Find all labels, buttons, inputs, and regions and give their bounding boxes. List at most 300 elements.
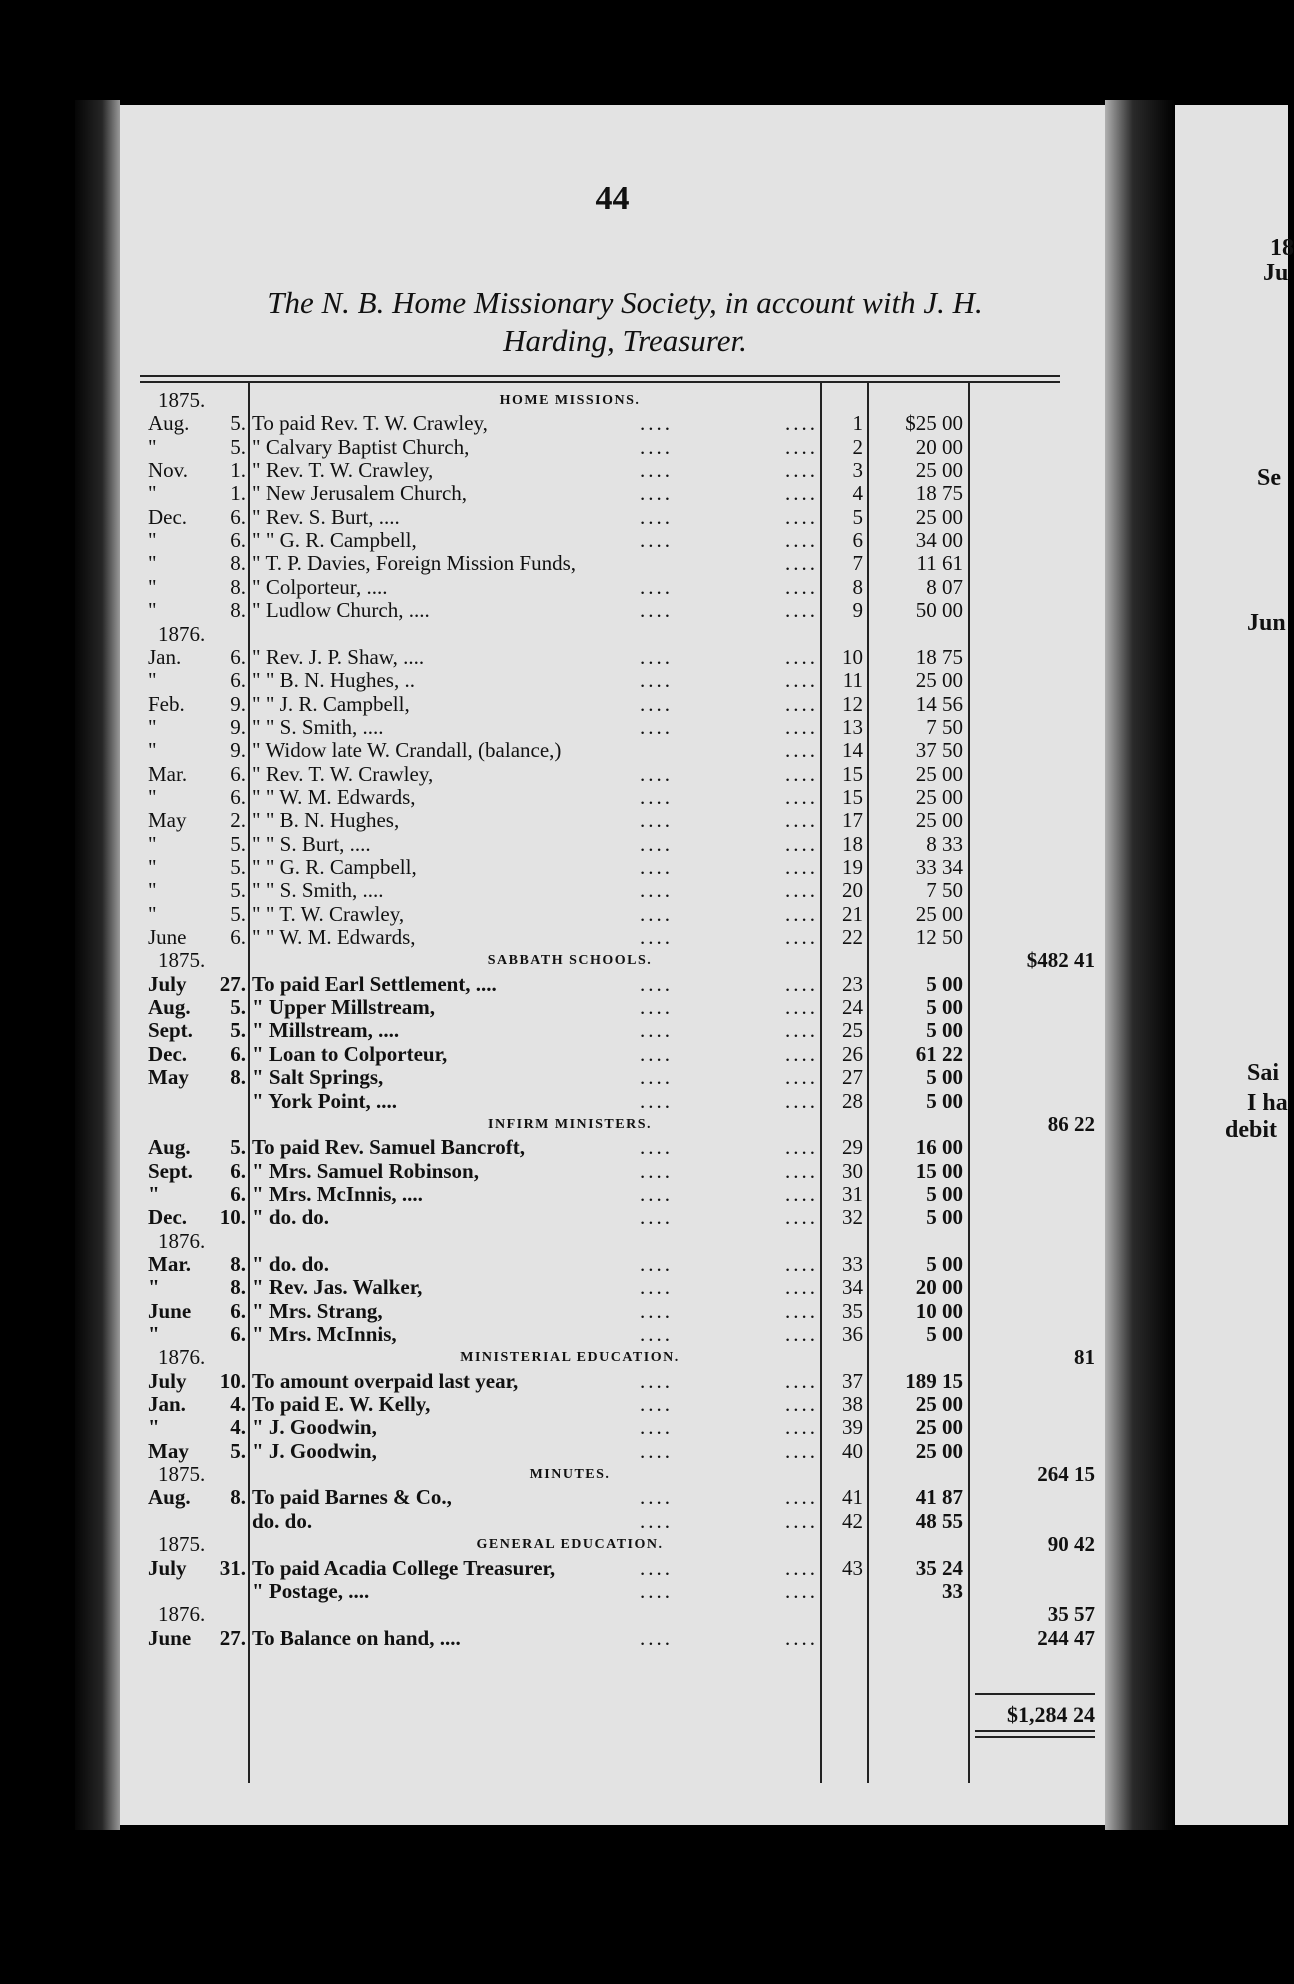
row-amount: 41 87 [915, 1485, 963, 1510]
ledger-row [120, 436, 1105, 459]
row-amount: 20 00 [915, 434, 963, 459]
row-leader: .... [640, 1158, 673, 1183]
row-leader: .... [785, 644, 818, 669]
row-description: " Calvary Baptist Church, [252, 434, 470, 459]
row-description: " do. do. [252, 1205, 330, 1230]
ledger-title: The N. B. Home Missionary Society, in account with J. H. [267, 285, 983, 320]
row-year: 1876. [158, 1602, 206, 1627]
row-leader: .... [785, 1135, 818, 1160]
row-month: June [148, 1298, 192, 1323]
row-number: 12 [842, 691, 863, 716]
row-month: Feb. [148, 691, 185, 716]
row-number: 6 [852, 528, 863, 553]
row-description: " " S. Smith, .... [252, 878, 384, 903]
row-leader: .... [785, 1088, 818, 1113]
row-month: Sept. [148, 1158, 193, 1183]
row-description: " " J. R. Campbell, [252, 691, 410, 716]
row-number: 15 [842, 761, 863, 786]
row-day: 6. [230, 644, 246, 669]
row-amount: 7 50 [926, 878, 963, 903]
row-number: 17 [842, 808, 863, 833]
book-spine [75, 100, 120, 1830]
row-leader: .... [640, 925, 673, 950]
row-amount: 50 00 [915, 598, 963, 623]
row-month: " [148, 714, 157, 739]
row-number: 19 [842, 855, 863, 879]
section-total: 90 42 [1047, 1532, 1095, 1557]
row-amount: 35 24 [915, 1555, 963, 1580]
row-day: 9. [230, 714, 246, 739]
row-description: " " W. M. Edwards, [252, 925, 416, 950]
row-description: " Loan to Colporteur, [252, 1041, 448, 1066]
row-leader: .... [785, 1485, 818, 1510]
row-leader: .... [785, 1018, 818, 1043]
row-number: 32 [842, 1205, 863, 1230]
row-number: 29 [842, 1135, 863, 1160]
page-gutter [1105, 100, 1175, 1830]
row-month: " [148, 574, 157, 599]
row-day: 5. [230, 1018, 246, 1043]
row-leader: .... [640, 504, 673, 529]
row-month: Jan. [148, 1392, 186, 1417]
row-description: do. do. [252, 1508, 313, 1533]
row-leader: .... [640, 691, 673, 716]
ledger-row [120, 1276, 1105, 1299]
row-month: " [148, 831, 157, 856]
row-amount: 25 00 [915, 1415, 963, 1440]
row-number: 20 [842, 878, 863, 903]
row-description: To amount overpaid last year, [252, 1368, 519, 1393]
row-amount: 189 15 [905, 1368, 963, 1393]
row-amount: 48 55 [915, 1508, 963, 1533]
ledger-row [120, 996, 1105, 1019]
row-leader: .... [785, 1508, 818, 1533]
row-description: " Colporteur, .... [252, 574, 388, 599]
ledger-row [120, 623, 1105, 646]
row-month: July [148, 1368, 187, 1393]
section-total: 264 15 [1037, 1462, 1095, 1487]
row-leader: .... [785, 1555, 818, 1580]
ledger-row [120, 576, 1105, 599]
row-number: 34 [842, 1275, 863, 1300]
row-day: 27. [219, 1625, 246, 1650]
row-number: 2 [852, 434, 863, 459]
ledger-row [120, 599, 1105, 622]
row-day: 6. [230, 925, 246, 950]
row-month: May [148, 1065, 189, 1090]
row-day: 2. [230, 808, 246, 833]
ledger-row [120, 1066, 1105, 1089]
row-year: 1875. [158, 948, 206, 973]
row-leader: .... [640, 1368, 673, 1393]
ledger-row [120, 529, 1105, 552]
row-number: 30 [842, 1158, 863, 1183]
row-number: 23 [842, 971, 863, 996]
row-description: " Mrs. Samuel Robinson, [252, 1158, 479, 1183]
ledger-row [120, 1533, 1105, 1556]
ledger-row [120, 693, 1105, 716]
ledger-row [120, 1019, 1105, 1042]
row-day: 6. [230, 668, 246, 693]
row-month: Dec. [148, 1041, 188, 1066]
row-leader: .... [785, 691, 818, 716]
row-day: 10. [219, 1368, 246, 1393]
row-month: " [148, 1415, 160, 1440]
row-number: 15 [842, 784, 863, 809]
row-day: 5. [230, 901, 246, 926]
row-number: 21 [842, 901, 863, 926]
row-amount: 15 00 [915, 1158, 963, 1183]
row-amount: 7 50 [926, 714, 963, 739]
row-month: " [148, 598, 157, 623]
row-number: 40 [842, 1438, 863, 1463]
row-leader: .... [785, 434, 818, 459]
row-month: " [148, 668, 157, 693]
row-day: 6. [230, 1322, 246, 1346]
row-number: 14 [842, 738, 863, 763]
row-leader: .... [640, 668, 673, 693]
row-month: Jan. [148, 644, 182, 669]
ledger-page [120, 105, 1105, 1825]
row-description: To Balance on hand, .... [252, 1625, 461, 1650]
row-description: " " G. R. Campbell, [252, 855, 417, 879]
row-day: 4. [230, 1415, 246, 1440]
ledger-row [120, 482, 1105, 505]
row-description: To paid Rev. Samuel Bancroft, [252, 1135, 526, 1160]
row-leader: .... [640, 1322, 673, 1346]
row-description: " Widow late W. Crandall, (balance,) [252, 738, 562, 763]
row-description: " Rev. J. P. Shaw, .... [252, 644, 425, 669]
row-leader: .... [785, 1181, 818, 1206]
row-description: " Mrs. McInnis, .... [252, 1181, 423, 1206]
row-amount: 8 07 [926, 574, 963, 599]
row-leader: .... [640, 598, 673, 623]
row-leader: .... [640, 995, 673, 1020]
row-day: 5. [230, 411, 246, 436]
row-amount: 25 00 [915, 761, 963, 786]
row-leader: .... [640, 714, 673, 739]
ledger-title-cont: Harding, Treasurer. [503, 323, 747, 358]
row-leader: .... [640, 1065, 673, 1090]
row-leader: .... [785, 784, 818, 809]
row-number: 7 [852, 551, 863, 576]
row-day: 5. [230, 434, 246, 459]
row-month: Dec. [148, 504, 188, 529]
ledger-row [120, 1043, 1105, 1066]
row-amount: $25 00 [905, 411, 963, 436]
top-rule [140, 375, 1060, 377]
row-description: " Upper Millstream, [252, 995, 435, 1020]
row-leader: .... [785, 1041, 818, 1066]
section-total: 35 57 [1047, 1602, 1095, 1627]
adjacent-text: 18 [1270, 235, 1294, 261]
ledger-row [120, 1463, 1105, 1486]
ledger-row [120, 1440, 1105, 1463]
row-number: 26 [842, 1041, 863, 1066]
row-leader: .... [785, 878, 818, 903]
row-description: " J. Goodwin, [252, 1438, 377, 1463]
section-total: 86 22 [1047, 1111, 1095, 1136]
row-leader: .... [785, 458, 818, 483]
row-month: " [148, 481, 157, 506]
row-day: 1. [230, 481, 246, 506]
row-day: 8. [230, 598, 246, 623]
row-amount: 11 61 [916, 551, 963, 576]
row-number: 18 [842, 831, 863, 856]
row-leader: .... [640, 784, 673, 809]
row-month: May [148, 1438, 189, 1463]
row-day: 6. [230, 1298, 246, 1323]
ledger-row [120, 1206, 1105, 1229]
row-number: 42 [842, 1508, 863, 1533]
row-year: 1875. [158, 1532, 206, 1557]
row-leader: .... [640, 1485, 673, 1510]
row-amount: 25 00 [915, 784, 963, 809]
ledger-row [120, 1323, 1105, 1346]
row-day: 8. [230, 574, 246, 599]
row-amount: 34 00 [915, 528, 963, 553]
row-amount: 25 00 [915, 458, 963, 483]
row-amount: 10 00 [915, 1298, 963, 1323]
row-month: " [148, 784, 157, 809]
row-number: 24 [842, 995, 863, 1020]
section-heading: MINISTERIAL EDUCATION. [460, 1350, 680, 1366]
row-month: July [148, 971, 187, 996]
row-leader: .... [640, 644, 673, 669]
row-number: 39 [842, 1415, 863, 1440]
row-description: " " B. N. Hughes, .. [252, 668, 415, 693]
row-day: 10. [219, 1205, 246, 1230]
row-amount: 25 00 [915, 901, 963, 926]
row-leader: .... [785, 1251, 818, 1276]
row-leader: .... [785, 504, 818, 529]
row-day: 5. [230, 1135, 246, 1160]
ledger-row [120, 763, 1105, 786]
row-leader: .... [785, 551, 818, 576]
row-amount: 18 75 [915, 481, 963, 506]
row-leader: .... [785, 1065, 818, 1090]
row-description: " Rev. T. W. Crawley, [252, 761, 434, 786]
adjacent-text: I ha [1247, 1090, 1288, 1116]
adjacent-text: Sai [1247, 1060, 1280, 1086]
row-description: " Salt Springs, [252, 1065, 384, 1090]
row-day: 5. [230, 1438, 246, 1463]
row-amount: 18 75 [915, 644, 963, 669]
row-month: " [148, 551, 157, 576]
double-rule-2 [975, 1736, 1095, 1738]
row-amount: 20 00 [915, 1275, 963, 1300]
row-day: 8. [230, 1251, 246, 1276]
row-leader: .... [640, 1018, 673, 1043]
row-leader: .... [785, 761, 818, 786]
row-number: 3 [852, 458, 863, 483]
row-day: 8. [230, 551, 246, 576]
row-leader: .... [640, 831, 673, 856]
section-total: 244 47 [1037, 1625, 1095, 1650]
ledger-row [120, 1510, 1105, 1533]
row-amount: 25 00 [915, 1438, 963, 1463]
ledger-row [120, 926, 1105, 949]
ledger-row [120, 1603, 1105, 1626]
top-rule-2 [140, 381, 1060, 383]
row-day: 5. [230, 878, 246, 903]
row-leader: .... [640, 1392, 673, 1417]
row-amount: 33 34 [915, 855, 963, 879]
ledger-row [120, 786, 1105, 809]
ledger-row [120, 552, 1105, 575]
ledger-row [120, 1370, 1105, 1393]
adjacent-text: debit [1225, 1117, 1278, 1143]
row-number: 36 [842, 1322, 863, 1346]
row-leader: .... [785, 738, 818, 763]
row-description: " Mrs. McInnis, [252, 1322, 397, 1346]
row-number: 13 [842, 714, 863, 739]
row-description: " New Jerusalem Church, [252, 481, 468, 506]
row-amount: 25 00 [915, 504, 963, 529]
row-day: 8. [230, 1065, 246, 1090]
ledger-row [120, 1486, 1105, 1509]
row-leader: .... [785, 1158, 818, 1183]
row-leader: .... [640, 1181, 673, 1206]
ledger-row [120, 856, 1105, 879]
row-year: 1876. [158, 1345, 206, 1370]
row-number: 1 [852, 411, 863, 436]
section-total: $482 41 [1026, 948, 1095, 973]
row-amount: 5 00 [926, 1181, 963, 1206]
ledger-row [120, 1627, 1105, 1650]
row-leader: .... [640, 481, 673, 506]
row-leader: .... [640, 1275, 673, 1300]
ledger-row [120, 1253, 1105, 1276]
row-leader: .... [640, 458, 673, 483]
row-amount: 5 00 [926, 1018, 963, 1043]
row-month: " [148, 855, 157, 879]
row-month: " [148, 878, 157, 903]
ledger-row [120, 1580, 1105, 1603]
row-day: 31. [219, 1555, 246, 1580]
row-number: 43 [842, 1555, 863, 1580]
row-month: Mar. [148, 1251, 191, 1276]
row-amount: 5 00 [926, 995, 963, 1020]
row-amount: 61 22 [915, 1041, 963, 1066]
row-leader: .... [785, 1415, 818, 1440]
ledger-row [120, 1393, 1105, 1416]
row-month: Dec. [148, 1205, 188, 1230]
row-leader: .... [785, 995, 818, 1020]
row-leader: .... [785, 971, 818, 996]
row-leader: .... [785, 1205, 818, 1230]
row-leader: .... [640, 1205, 673, 1230]
row-leader: .... [785, 808, 818, 833]
row-month: " [148, 1275, 160, 1300]
ledger-row [120, 903, 1105, 926]
row-leader: .... [640, 1041, 673, 1066]
row-day: 9. [230, 691, 246, 716]
row-leader: .... [640, 878, 673, 903]
row-amount: 25 00 [915, 1392, 963, 1417]
row-month: " [148, 738, 157, 763]
ledger-row [120, 1557, 1105, 1580]
row-month: " [148, 528, 157, 553]
row-number: 33 [842, 1251, 863, 1276]
row-leader: .... [640, 855, 673, 879]
row-day: 6. [230, 784, 246, 809]
row-day: 5. [230, 831, 246, 856]
row-leader: .... [785, 1298, 818, 1323]
row-leader: .... [785, 574, 818, 599]
row-month: Sept. [148, 1018, 193, 1043]
row-leader: .... [640, 1298, 673, 1323]
row-leader: .... [640, 1135, 673, 1160]
row-description: " Mrs. Strang, [252, 1298, 383, 1323]
row-leader: .... [785, 901, 818, 926]
row-leader: .... [785, 598, 818, 623]
section-total: 81 [1074, 1345, 1095, 1370]
row-day: 6. [230, 1041, 246, 1066]
ledger-row [120, 1136, 1105, 1159]
ledger-row [120, 646, 1105, 669]
page-number: 44 [595, 180, 630, 217]
row-month: June [148, 1625, 192, 1650]
row-description: " " W. M. Edwards, [252, 784, 416, 809]
section-heading: GENERAL EDUCATION. [476, 1537, 664, 1553]
row-day: 6. [230, 528, 246, 553]
row-description: " Millstream, .... [252, 1018, 400, 1043]
row-leader: .... [640, 574, 673, 599]
row-month: May [148, 808, 187, 833]
row-description: " " G. R. Campbell, [252, 528, 417, 553]
row-month: Nov. [148, 458, 189, 483]
row-day: 1. [230, 458, 246, 483]
row-amount: 37 50 [915, 738, 963, 763]
row-month: " [148, 434, 157, 459]
row-leader: .... [640, 1438, 673, 1463]
row-month: June [148, 925, 187, 950]
row-leader: .... [785, 714, 818, 739]
row-amount: 5 00 [926, 971, 963, 996]
row-description: " T. P. Davies, Foreign Mission Funds, [252, 551, 576, 576]
row-year: 1875. [158, 388, 206, 412]
row-day: 6. [230, 1181, 246, 1206]
row-number: 38 [842, 1392, 863, 1417]
row-description: " " B. N. Hughes, [252, 808, 400, 833]
row-leader: .... [640, 808, 673, 833]
total-rule [975, 1693, 1095, 1695]
row-number: 28 [842, 1088, 863, 1113]
ledger-row [120, 973, 1105, 996]
ledger-row [120, 833, 1105, 856]
row-number: 27 [842, 1065, 863, 1090]
ledger-row [120, 506, 1105, 529]
row-leader: .... [640, 1088, 673, 1113]
row-month: July [148, 1555, 187, 1580]
row-amount: 25 00 [915, 808, 963, 833]
row-day: 27. [219, 971, 246, 996]
row-leader: .... [640, 901, 673, 926]
row-leader: .... [640, 1508, 673, 1533]
row-number: 35 [842, 1298, 863, 1323]
adjacent-text: Se [1257, 465, 1281, 491]
double-rule [975, 1730, 1095, 1732]
row-amount: 5 00 [926, 1251, 963, 1276]
row-leader: .... [640, 1251, 673, 1276]
row-amount: 25 00 [915, 668, 963, 693]
row-amount: 5 00 [926, 1205, 963, 1230]
section-heading: SABBATH SCHOOLS. [487, 953, 653, 969]
row-day: 9. [230, 738, 246, 763]
row-day: 5. [230, 855, 246, 879]
ledger-row [120, 1346, 1105, 1369]
